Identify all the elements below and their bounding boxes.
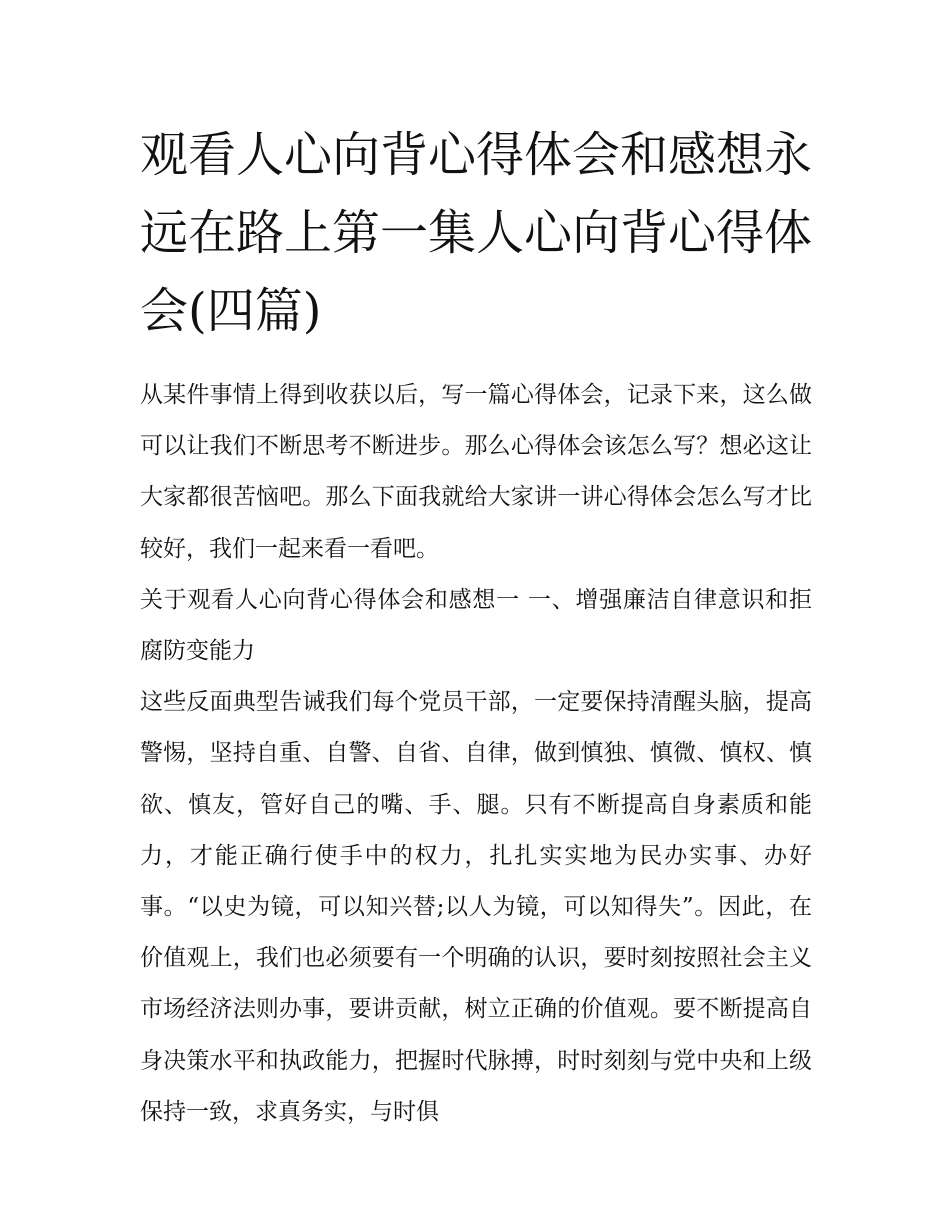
document-page bbox=[140, 116, 812, 1138]
paragraph-section-heading: 关于观看人心向背心得体会和感想一 一、增强廉洁自律意识和拒腐防变能力 bbox=[140, 586, 812, 665]
paragraph-intro: 从某件事情上得到收获以后，写一篇心得体会，记录下来，这么做可以让我们不断思考不断进步。那么心得体会该怎么写？想必这让大家都很苦恼吧。那么下面我就给大家讲一讲心得体会怎么写才比较好，我们一起来看一看吧。 bbox=[140, 382, 812, 562]
document-title: 观看人心向背心得体会和感想永远在路上第一集人心向背心得体会(四篇) bbox=[140, 127, 813, 339]
document-body bbox=[140, 370, 812, 1138]
paragraph-body: 这些反面典型告诫我们每个党员干部，一定要保持清醒头脑，提高警惕，坚持自重、自警、自省、自律，做到慎独、慎微、慎权、慎欲、慎友，管好自己的嘴、手、腿。只有不断提高自身素质和能力，才能正确行使手中的权力，扎扎实实地为民办实事、办好事。“以史为镜，可以知兴替;以人为镜，可以知得失”。因此，在价值观上，我们也必须要有一个明确的认识，要时刻按照社会主义市场经济法则办事，要讲贡献，树立正确的价值观。要不断提高自身决策水平和执政能力，把握时代脉搏，时时刻刻与党中央和上级保持一致，求真务实，与时俱 bbox=[140, 689, 812, 1125]
